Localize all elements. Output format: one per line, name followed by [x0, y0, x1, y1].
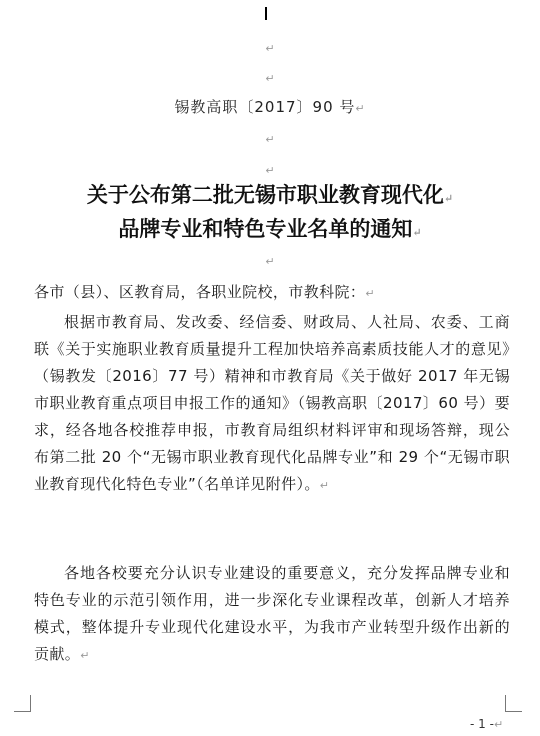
empty-paragraph-mark: ↵ [265, 164, 275, 177]
empty-paragraph-mark: ↵ [265, 133, 275, 146]
empty-paragraph-mark: ↵ [265, 255, 275, 268]
page-number: - 1 -↵ [470, 717, 504, 731]
empty-paragraph-mark: ↵ [265, 42, 275, 55]
body-paragraph-1: 根据市教育局、发改委、经信委、财政局、人社局、农委、工商联《关于实施职业教育质量提升工程加快培养高素质技能人才的意见》（锡教发〔2016〕77 号）精神和市教育局《关于做好 2017 年无锡市职业教育重点项目申报工作的通知》（锡教高职〔2017〕60 号）要求，经各地各校推荐申报，市教育局组织材料评审和现场答辩，现公布第二批 20 个“无锡市职业教育现代化品牌专业”和 29 个“无锡市职业教育现代化特色专业”（名单详见附件）。↵ [34, 313, 510, 493]
document-title-line-1: 关于公布第二批无锡市职业教育现代化↵ [86, 182, 454, 207]
salutation: 各市（县）、区教育局，各职业院校，市教科院：↵ [34, 283, 375, 301]
text-cursor [265, 7, 267, 20]
document-number: 锡教高职〔2017〕90 号↵ [174, 98, 366, 116]
margin-corner-mark-right [505, 695, 522, 712]
margin-corner-mark-left [14, 695, 31, 712]
empty-paragraph-mark: ↵ [265, 72, 275, 85]
document-title-line-2: 品牌专业和特色专业名单的通知↵ [118, 216, 422, 241]
body-paragraph-2: 各地各校要充分认识专业建设的重要意义，充分发挥品牌专业和特色专业的示范引领作用，进一步深化专业课程改革，创新人才培养模式，整体提升专业现代化建设水平，为我市产业转型升级作出新的贡献。↵ [34, 564, 510, 663]
